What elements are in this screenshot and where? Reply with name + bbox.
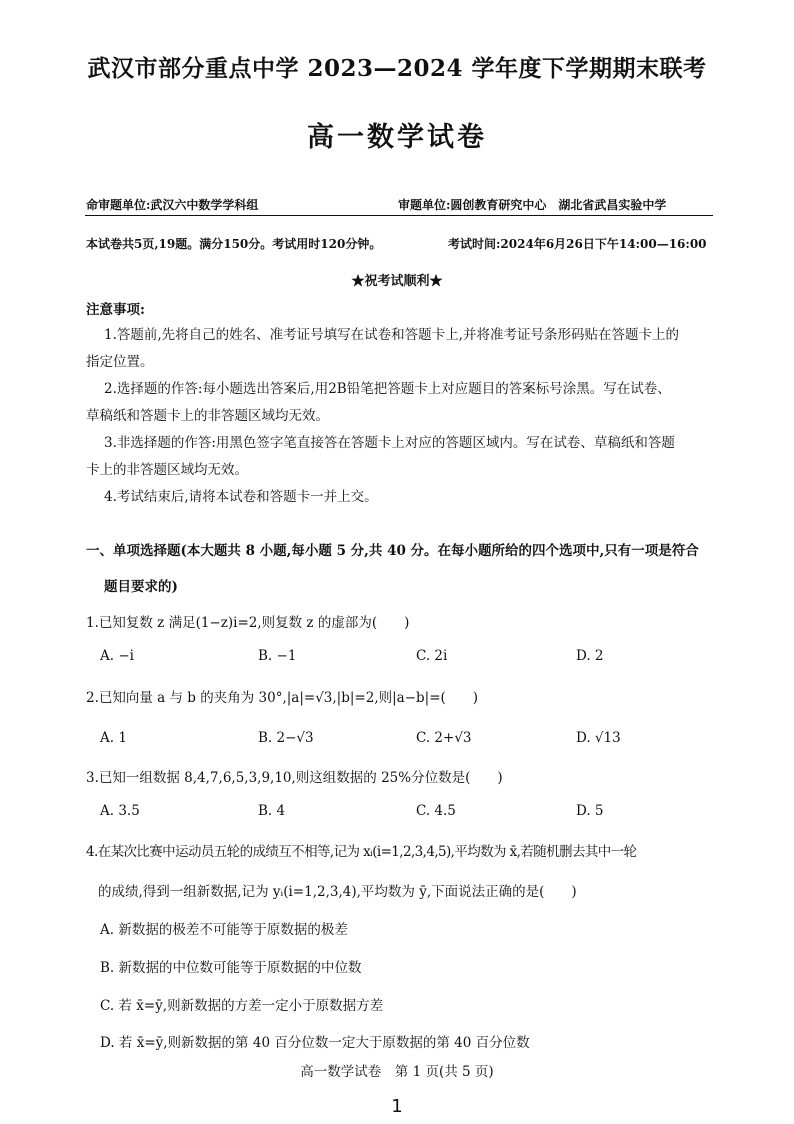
note-2-line-2: 草稿纸和答题卡上的非答题区域均无效。	[86, 408, 329, 424]
notes-heading: 注意事项:	[86, 302, 145, 318]
question-3-option-d: D. 5	[576, 803, 604, 819]
note-2-line-1: 2.选择题的作答:每小题选出答案后,用2B铅笔把答题卡上对应题目的答案标号涂黑。写在试卷、	[104, 381, 671, 397]
exam-subtitle: 高一数学试卷	[307, 122, 487, 153]
question-2-stem: 2.已知向量 a 与 b 的夹角为 30°,|a|=√3,|b|=2,则|a−b|=( )	[86, 690, 479, 706]
header-divider	[85, 215, 713, 216]
question-3-option-b: B. 4	[258, 803, 286, 819]
page-footer: 高一数学试卷 第 1 页(共 5 页)	[300, 1064, 494, 1080]
question-3-option-a: A. 3.5	[100, 803, 140, 819]
question-2-option-b: B. 2−√3	[258, 730, 314, 746]
paper-info: 本试卷共5页,19题。满分150分。考试用时120分钟。	[86, 237, 382, 251]
question-4-option-a: A. 新数据的极差不可能等于原数据的极差	[100, 922, 348, 938]
note-1-line-1: 1.答题前,先将自己的姓名、准考证号填写在试卷和答题卡上,并将准考证号条形码贴在答题卡上的	[104, 327, 679, 343]
section-1-heading-line-1: 一、单项选择题(本大题共 8 小题,每小题 5 分,共 40 分。在每小题所给的四个选项中,只有一项是符合	[86, 543, 699, 559]
question-1-option-b: B. −1	[258, 648, 297, 664]
exam-time: 考试时间:2024年6月26日下午14:00—16:00	[448, 237, 707, 251]
good-luck-banner: ★祝考试顺利★	[351, 274, 443, 289]
question-4-option-d: D. 若 x̄=ȳ,则新数据的第 40 百分位数一定大于原数据的第 40 百分位数	[100, 1035, 530, 1051]
page-number: 1	[391, 1096, 403, 1117]
question-1-stem: 1.已知复数 z 满足(1−z)i=2,则复数 z 的虚部为( )	[86, 615, 410, 631]
note-4: 4.考试结束后,请将本试卷和答题卡一并上交。	[104, 489, 378, 505]
exam-title: 武汉市部分重点中学 2023—2024 学年度下学期期末联考	[87, 55, 707, 82]
question-1-option-c: C. 2i	[416, 648, 448, 664]
question-3-option-c: C. 4.5	[416, 803, 456, 819]
question-4-option-b: B. 新数据的中位数可能等于原数据的中位数	[100, 960, 362, 976]
note-3-line-1: 3.非选择题的作答:用黑色签字笔直接答在答题卡上对应的答题区域内。写在试卷、草稿纸和答题	[104, 435, 675, 451]
question-4-stem-line-2: 的成绩,得到一组新数据,记为 yᵢ(i=1,2,3,4),平均数为 ȳ,下面说法正确的是( )	[98, 884, 577, 900]
proposer-unit: 命审题单位:武汉六中数学学科组	[86, 198, 259, 212]
note-3-line-2: 卡上的非答题区域均无效。	[86, 462, 248, 478]
question-2-option-c: C. 2+√3	[416, 730, 472, 746]
note-1-line-2: 指定位置。	[86, 354, 154, 370]
question-1-option-a: A. −i	[100, 648, 134, 664]
section-1-heading-line-2: 题目要求的)	[104, 579, 178, 595]
question-4-option-c: C. 若 x̄=ȳ,则新数据的方差一定小于原数据方差	[100, 998, 384, 1014]
question-1-option-d: D. 2	[576, 648, 604, 664]
reviewer-unit: 审题单位:圆创教育研究中心 湖北省武昌实验中学	[398, 198, 667, 212]
question-2-option-a: A. 1	[100, 730, 127, 746]
question-4-stem-line-1: 4.在某次比赛中运动员五轮的成绩互不相等,记为 xᵢ(i=1,2,3,4,5),平均数为 x̄,若随机删去其中一轮	[86, 844, 637, 860]
question-3-stem: 3.已知一组数据 8,4,7,6,5,3,9,10,则这组数据的 25%分位数是( )	[86, 770, 503, 786]
question-2-option-d: D. √13	[576, 730, 621, 746]
